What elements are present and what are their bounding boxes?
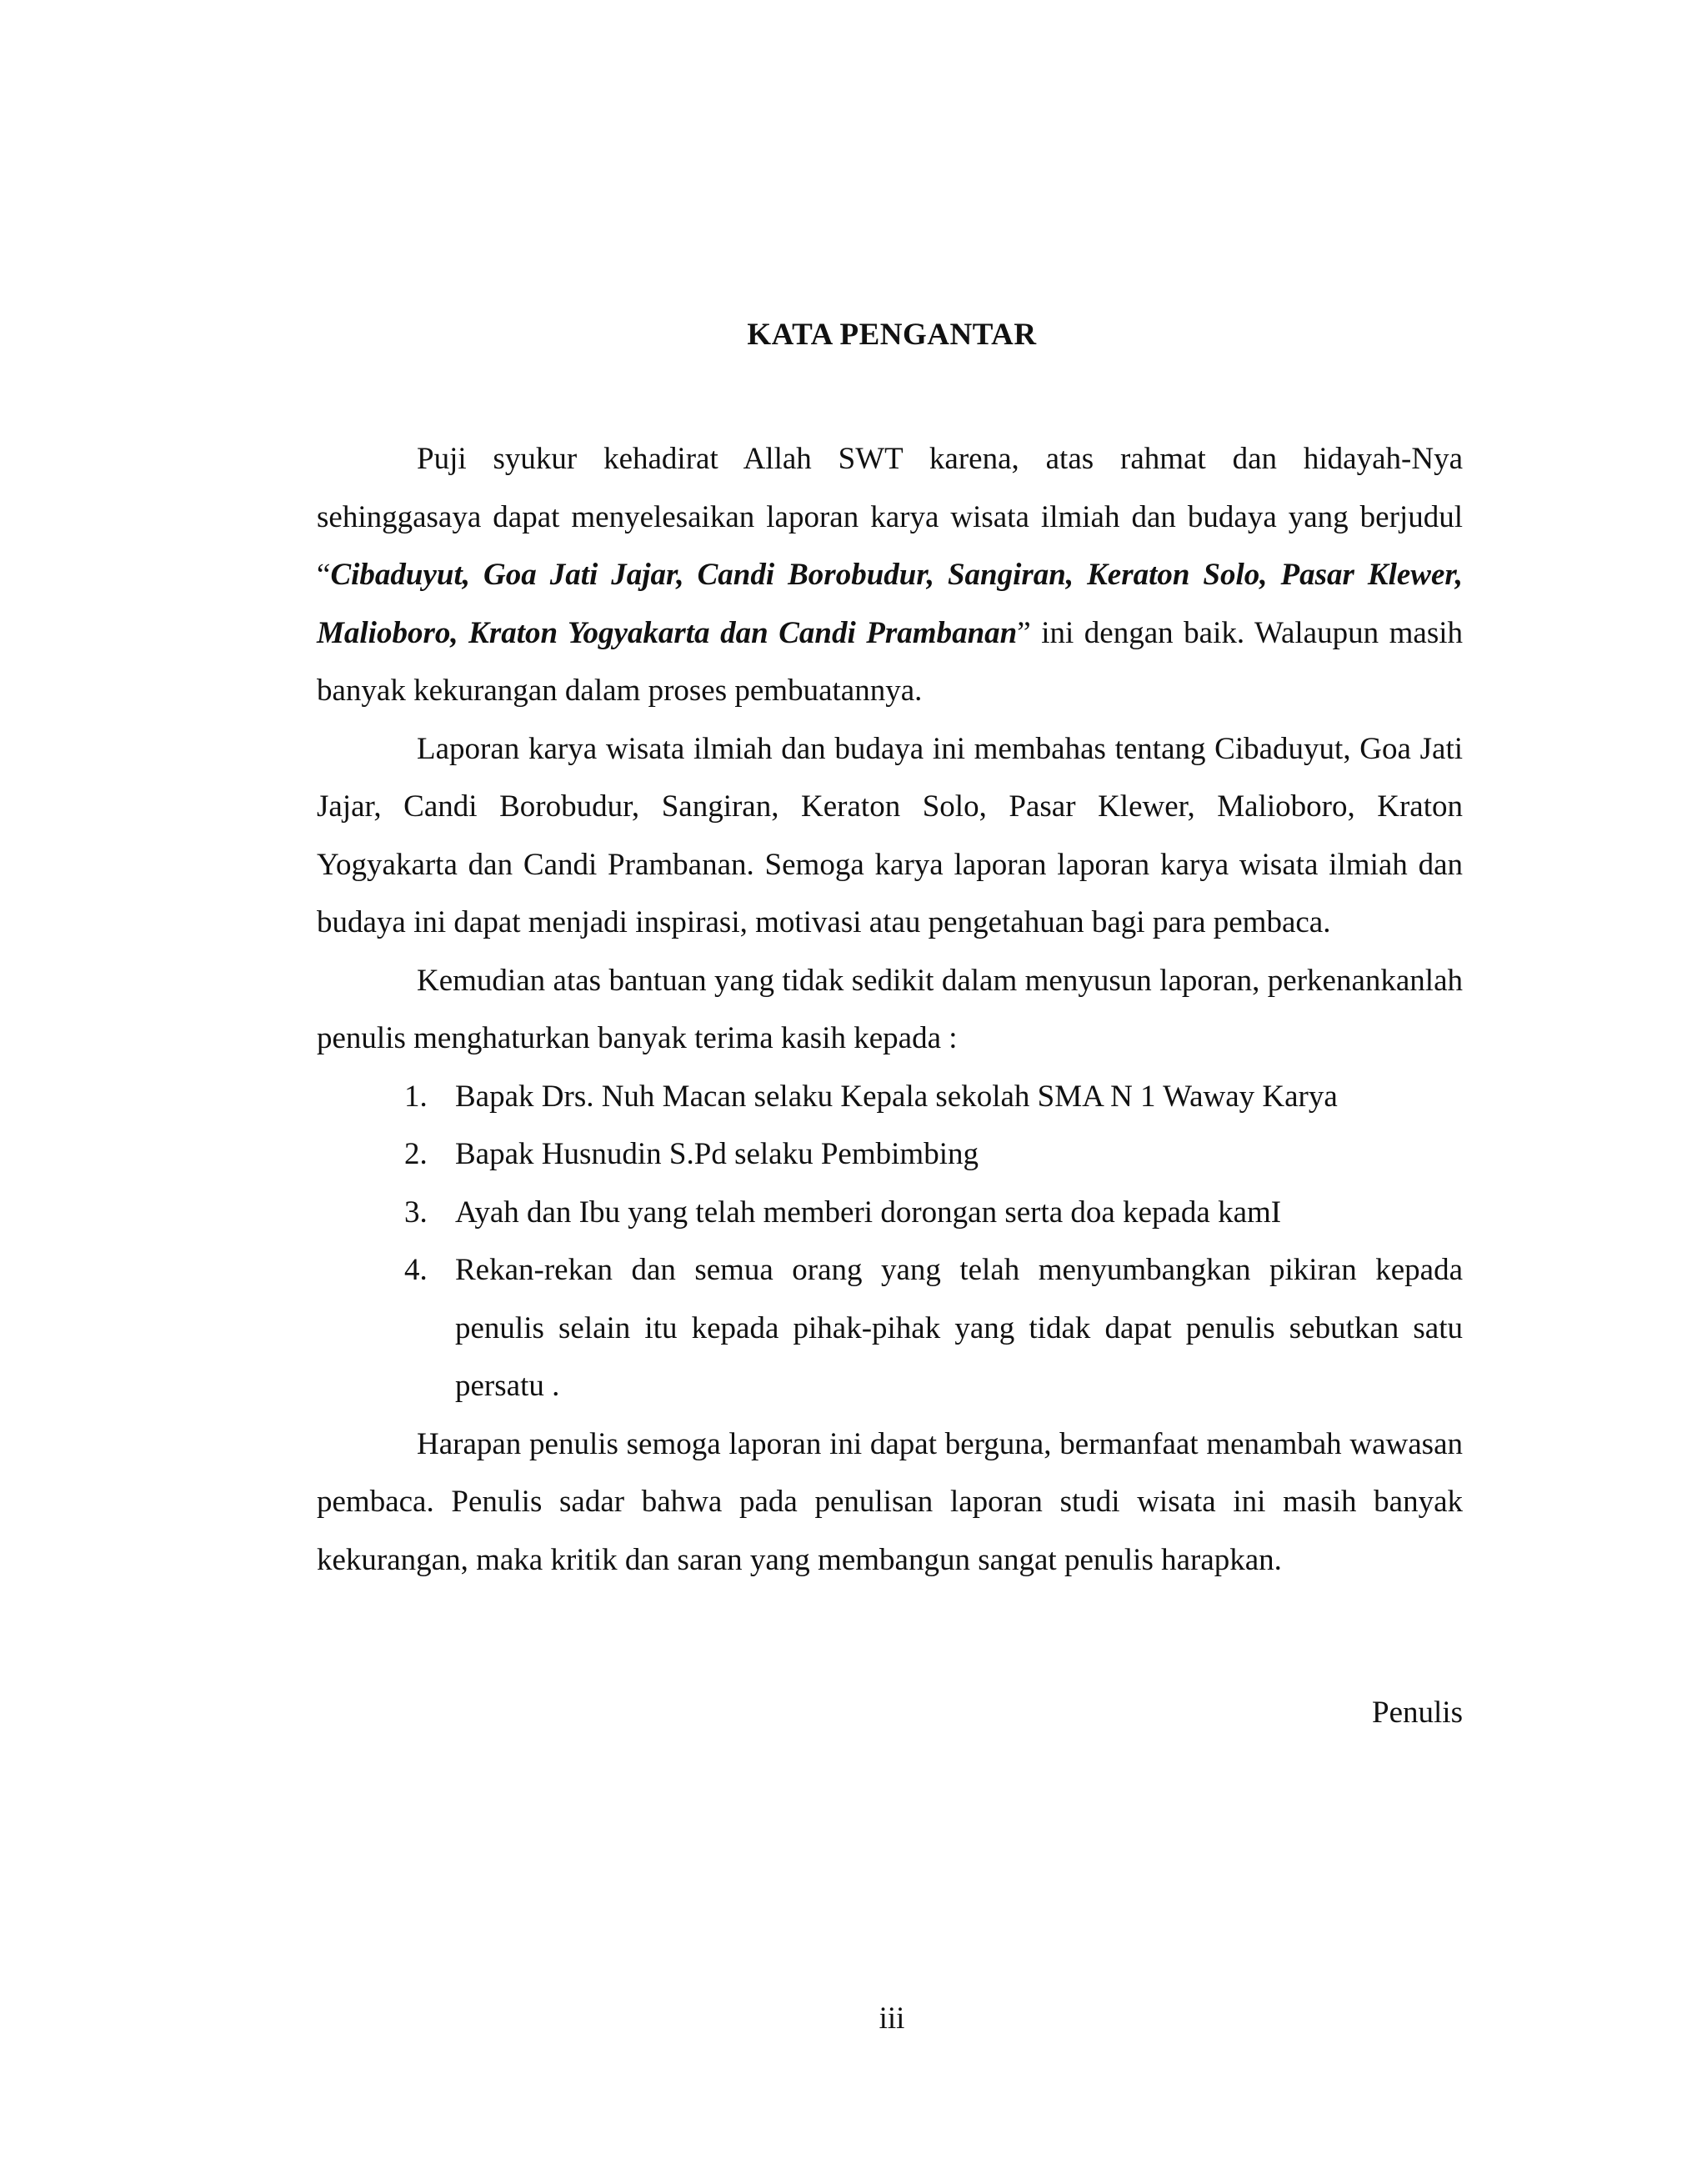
- list-item-text: Bapak Husnudin S.Pd selaku Pembimbing: [455, 1137, 979, 1171]
- list-item-text: Rekan-rekan dan semua orang yang telah menyumbangkan pikiran kepada penulis selain itu kepada pihak-pihak yang tidak dapat penulis sebutkan satu persatu .: [455, 1253, 1463, 1403]
- list-item: [317, 1241, 1463, 1415]
- paragraph-opening-start: Puji syukur kehadirat Allah SWT karena, atas rahmat dan hidayah-Nya sehinggasaya dapat menyelesaikan laporan karya wisata ilmiah dan budaya yang berjudul “: [317, 442, 1463, 592]
- list-item: [317, 1125, 1463, 1184]
- list-item-number: 3.: [404, 1195, 428, 1230]
- list-item-number: 1.: [404, 1079, 428, 1114]
- page-title: KATA PENGANTAR: [747, 318, 1037, 352]
- list-item-text: Ayah dan Ibu yang telah memberi dorongan serta doa kepada kamI: [455, 1195, 1282, 1230]
- paragraph-closing: Harapan penulis semoga laporan ini dapat berguna, bermanfaat menambah wawasan pembaca. Penulis sadar bahwa pada penulisan laporan studi wisata ini masih banyak kekurangan, maka kritik dan saran yang membangun sangat penulis harapkan.: [317, 1426, 1463, 1577]
- paragraph-topics: Laporan karya wisata ilmiah dan budaya ini membahas tentang Cibaduyut, Goa Jati Jajar, Candi Borobudur, Sangiran, Keraton Solo, Pasar Klewer, Malioboro, Kraton Yogyakarta dan Candi Prambanan. Semoga karya laporan laporan karya wisata ilmiah dan budaya ini dapat menjadi inspirasi, motivasi atau pengetahuan bagi para pembaca.: [317, 731, 1463, 939]
- list-item-number: 2.: [404, 1137, 428, 1171]
- body-text: [317, 430, 1463, 1589]
- author-signature: Penulis: [1372, 1696, 1463, 1730]
- list-item-text: Bapak Drs. Nuh Macan selaku Kepala sekolah SMA N 1 Waway Karya: [455, 1079, 1338, 1114]
- paragraph-thanks-intro: Kemudian atas bantuan yang tidak sedikit dalam menyusun laporan, perkenankanlah penulis menghaturkan banyak terima kasih kepada :: [317, 963, 1463, 1055]
- paragraph-opening: [317, 430, 1463, 720]
- report-title-emphasis: Cibaduyut, Goa Jati Jajar, Candi Borobudur, Sangiran, Keraton Solo, Pasar Klewer, Malioboro, Kraton Yogyakarta dan Candi Prambanan: [317, 558, 1463, 650]
- page-number: iii: [879, 2001, 905, 2036]
- paragraph-opening-end: ” ini dengan baik. Walaupun masih banyak kekurangan dalam proses pembuatannya.: [317, 615, 1464, 708]
- list-item: [317, 1184, 1463, 1242]
- list-item: [317, 1068, 1463, 1126]
- list-item-number: 4.: [404, 1253, 428, 1287]
- thanks-list: [317, 1068, 1463, 1415]
